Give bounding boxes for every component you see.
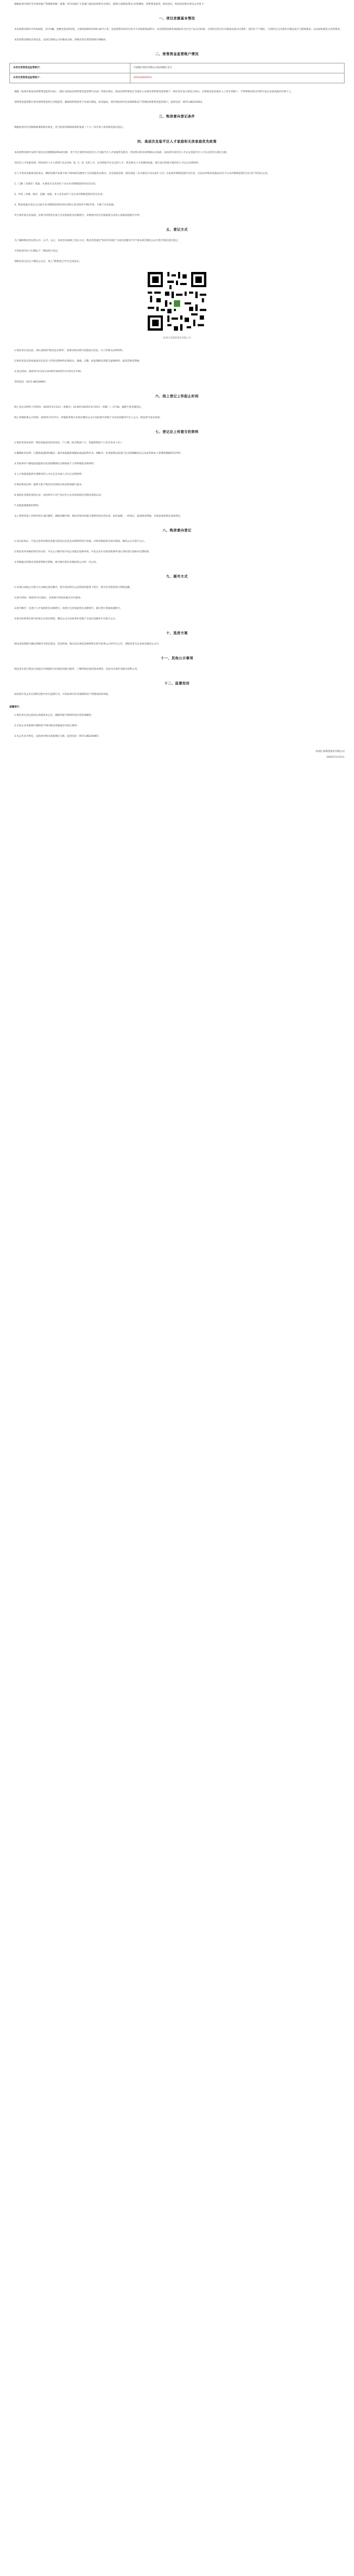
section-10-p1: 购房者按照摇号确定的顺序号依次选房。选房时间、地点及具体选房规则将在摇号结果公示时另行公告，请购房者关注本项目微信公众号。 <box>14 643 161 646</box>
section-3-title: 三、购房意向登记条件 <box>159 114 195 118</box>
escrow-bank-label: 本项目预售资金监管银行： <box>10 63 130 73</box>
list-item: 1.购房者在登记前请认真阅读本公告，确保所提交资料的真实性和准确性； <box>14 714 94 717</box>
section-8-p3: 3.审核通过的购房者将获得摇号资格，摇号编号将在审核结果公示时一并公布。 <box>14 561 98 564</box>
footer-date: 2025年3月21日 <box>326 756 345 759</box>
section-2-title: 二、预售资金监管账户情况 <box>155 52 199 56</box>
escrow-bank-value: 中国银行股份有限公司杭州城东支行 <box>130 63 345 73</box>
section-9-p3: 3.摇号顺序：先进行人才家庭优先房源摇号，再进行无房家庭优先房源摇号，最后进行普通家庭摇号。 <box>14 607 123 610</box>
qr-caption: 杭州江南璞荟置业有限公司 <box>163 337 191 340</box>
section-5-p3: 请购房者关注以下微信公众号，进入"我要登记"栏目完成登记。 <box>14 260 82 263</box>
section-6-title: 六、线上登记上传起止时间 <box>155 394 199 398</box>
footer <box>9 749 345 760</box>
section-9-p2: 2.摇号时间：2025年3月28日。具体摇号时间及地点另行通知。 <box>14 597 83 599</box>
qr-code-icon[interactable] <box>146 270 208 333</box>
section-4-title: 四、高层次及临平区人才家庭和无房家庭优先政策 <box>137 139 217 144</box>
section-9-title: 九、摇号方式 <box>166 574 188 578</box>
section-5-p1: 为了确保购房登记的公开、公平、公正，本项目采取线上登记方式，购房者需通过"杭州市房地产交易信息服务平台"或本项目微信公众号进行购房意向登记。 <box>14 239 180 242</box>
list-item: 2、单身（未婚、离异、丧偶）家庭，本人及未成年子女在本市限购范围内均无住房； <box>14 193 105 196</box>
escrow-account-label: 本项目预售资金监管账户： <box>10 73 130 83</box>
list-item: 1.购房者身份证明：购房家庭成员的身份证、户口簿（如为集体户口，需提供集体户口首页及本人页）； <box>14 442 124 444</box>
section-1-body-2: 本次销售房源的具体信息，以项目现场公示价格表为准。请购房者在预售现场仔细核对。 <box>14 39 108 41</box>
section-7-title: 七、登记应上传提交的资料 <box>155 430 199 434</box>
list-item: 2.婚姻状况证明：已婚家庭提供结婚证；离异家庭提供离婚证或法院判决书、调解书；单身提供民政部门出具的婚姻登记记录证明或本人签署的婚姻状况声明； <box>14 452 183 455</box>
section-6-p1: 线上登记及材料上传时间：2025年3月23日（星期日）10:00至2025年3月25日（星期二）17:00。逾期不再受理登记。 <box>14 406 143 409</box>
qr-code-block <box>9 270 345 341</box>
list-item: 5.购房资金证明：提供不低于购房首付款的存款证明或银行流水； <box>14 484 84 486</box>
section-2-body: 根据《杭州市商品房预售资金监管办法》、《浙江省商品房预售资金监管暂行办法》等相关规定，商品房预售资金应全部存入本项目预售资金监管账户，购房者在签订购房合同后，应将购房款直接存入上述专用账户，不得将购房款支付给开发企业或其他单位和个人。 <box>14 91 294 93</box>
section-5-p5: 2.购房者登记的家庭成员信息及上传的证明材料必须真实、准确、完整。如发现购房者提交虚假材料，取消其购房资格。 <box>14 360 142 363</box>
section-5-p2: 可用杭州市民卡扫描以下二维码进行登记： <box>14 250 60 253</box>
list-item: 3.非杭州市户籍家庭需提供在杭连续缴纳社会保险或个人所得税的证明材料； <box>14 463 96 465</box>
escrow-account-table <box>9 63 345 83</box>
section-5-p7: 咨询电话：0571-86226987。 <box>14 381 48 384</box>
notes-title: 温馨提示： <box>9 706 21 708</box>
announcement-page <box>9 0 345 766</box>
section-8-title: 八、购房意向登记 <box>162 528 192 532</box>
escrow-account-value: 405246600052 <box>130 73 345 83</box>
section-6-p2: 线上审核结果公示时间：2025年3月27日。审核结果将在本项目微信公众号及杭州市房地产交易信息服务平台上公示，购房者可登录查询。 <box>14 417 162 419</box>
section-11-title: 十一、其他公示事项 <box>160 656 193 660</box>
list-item: 1、已婚（含离异）家庭，夫妻双方及未成年子女在本市限购范围内均无住房； <box>14 183 98 185</box>
table-row <box>10 63 345 73</box>
section-9-p4: 4.摇号结果将在摇号结束后在项目现场、微信公众号及杭州市房地产交易信息服务平台进行公示。 <box>14 618 118 620</box>
section-11-p1: 购房者在签订购房合同前应仔细阅读合同条款及相关附件，了解所购房屋的基本情况、房屋交付条件及相关权利义务。 <box>14 668 140 671</box>
section-5-p4: 1.购房者在登记前，请认真阅读"购房登记须知"，按要求如实填写家庭成员信息，并上传相关证明材料。 <box>14 350 125 352</box>
list-item: 3.本公告未尽事宜，以杭州市相关政策规定为准。监督电话：0571-86226987。 <box>14 735 101 738</box>
section-2-body-2: 预售资金监管银行将对预售资金进行全程监管，确保预售资金用于本项目建设。如有疑问，请咨询杭州市住房保障和房产管理局预售资金监管部门，监督电话：0571-86223052。 <box>14 101 205 104</box>
section-4-p4: 符合条件的无房家庭，在摇号时将优先参与无房家庭优先房源摇号。未被摇中的无房家庭将自动进入普通家庭摇号序列。 <box>14 214 142 217</box>
table-row <box>10 73 345 83</box>
section-1-title: 一、项目房源基本情况 <box>159 16 195 20</box>
section-4-p3: 在人才优先房源选房结束后，剩余房源中安排不低于50%的房源用于无房家庭优先购买。无房家庭是指：购房家庭（含夫妻双方及未成年子女）在杭州市限购范围内无住房，且登记时购房家庭成员名下在本市限购范围内无住房产权登记记录。 <box>14 172 270 175</box>
section-9-p1: 1.本项目采取公开摇号方式确定选房顺序，摇号活动将在公证机构的监督下进行，摇号全过程将进行网络直播。 <box>14 586 132 589</box>
list-item: 6.家庭住房情况查询记录：由杭州市不动产登记中心出具的家庭住房情况查询记录； <box>14 494 103 497</box>
intro-paragraph: 根据杭州市商住宅市场房地产管理机构统一部署，经市房地产主管部门商品房预售有关规定，现将江南璞荟(暂定名)售楼处、预售资金监管、购房登记、购房选房相关事宜公告如下： <box>14 3 206 6</box>
section-12-p1: 如发现开发企业在销售过程中存在违规行为，可向杭州市住房保障和房产管理局投诉举报。 <box>14 693 110 696</box>
section-5-p6: 3.登记时间：2025年3月23日10:00至2025年3月25日17:00。 <box>14 370 83 373</box>
section-8-p2: 2.购房者对审核结果有异议的，可在公示期内向开发企业提出复核申请。开发企业应在收到复核申请后及时进行复核并反馈结果。 <box>14 551 151 553</box>
list-item: 2.开发企业及销售代理机构不得向购房者收取任何登记费用； <box>14 725 80 727</box>
section-1-body: 本次销售房源共计约304套，其中1幢、清雅里套房约2套、合建筑面积约2505.40平方米。房屋销售均价约为每平方米按建筑面积计，本次销售房源各项指标符合住宅产品交付标准，合同约定的交付日期前具备交付条件，项目位于下城区，合同约定交付条件应满足设计与规划要求，以及国家规范文件的要求。 <box>14 28 342 31</box>
section-4-p1: 本次销售房源中安排不超过总房源数量20%的房源，用于符合条件的高层次人才及临平区人才家庭优先购买。优先购买的具体资格认定标准，以杭州市高层次人才认定及临平区人才认定的有关规定为准。 <box>14 151 229 154</box>
section-12-title: 十二、监督投诉 <box>164 681 190 685</box>
section-4-p2: 高层次人才家庭是指：经杭州市人才主管部门认定的A、B、C、D、E类人才，以及经临平区认定的人才。优先购买人才房源的家庭，须在登记时提交相应的人才认定证明材料。 <box>14 162 201 165</box>
list-item: 4.人才家庭需提供有效期内的人才认定证书或人才认定证明材料； <box>14 473 84 476</box>
section-7-p1: 以上资料均需上传原件照片或扫描件，确保清晰可辨。购房者须对所提交资料的真实性负责，如有虚假，一经查实，取消购房资格，并依法承担相应法律责任。 <box>14 515 183 518</box>
section-5-title: 五、登记方式 <box>166 227 188 232</box>
list-item: 3、购房家庭在登记之日前在本市限购范围内的住房转让登记时间不满1年的，不属于无房家庭。 <box>14 204 116 206</box>
footer-company: 杭州江南璞荟置业有限公司 <box>315 750 345 753</box>
section-8-p1: 1.登记结束后，开发企业将对购房者提交的登记信息及证明材料进行审核，并将审核结果在项目现场、微信公众号进行公示。 <box>14 540 147 543</box>
section-3-body: 根据杭州市住房限购政策的相关规定，符合杭州市限购政策的家庭（个人）均可参与本次购房意向登记。 <box>14 126 125 129</box>
list-item: 7.其他需要提供的资料。 <box>14 505 41 507</box>
section-10-title: 十、选房方案 <box>166 631 188 635</box>
